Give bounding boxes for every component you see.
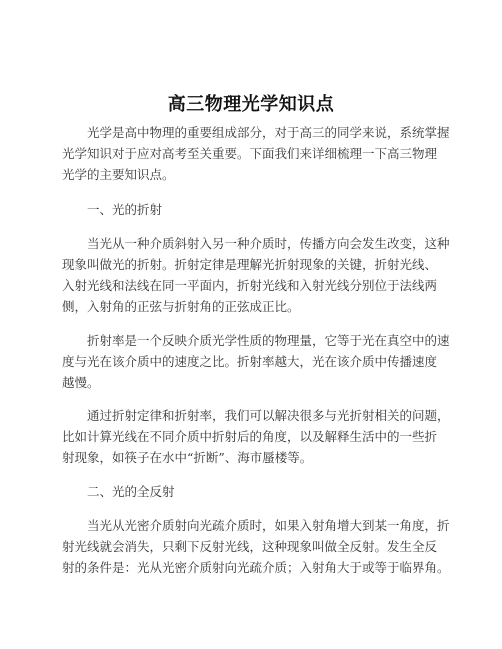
paragraph-line: 射的条件是：光从光密介质射向光疏介质；入射角大于或等于临界角。	[62, 560, 450, 575]
paragraph-line: 当光从一种介质斜射入另一种介质时，传播方向会发生改变，这种	[87, 236, 450, 251]
refraction-paragraph-2	[62, 330, 450, 393]
paragraph-line: 入射光线和法线在同一平面内，折射光线和入射光线分别位于法线两	[62, 278, 438, 293]
paragraph-line: 当光从光密介质射向光疏介质时，如果入射角增大到某一角度，折	[87, 518, 450, 533]
paragraph-line: 通过折射定律和折射率，我们可以解决很多与光折射相关的问题，	[87, 408, 450, 423]
paragraph-line: 越慢。	[62, 375, 100, 390]
total-reflection-paragraph-1	[62, 515, 450, 578]
paragraph-line: 光学的主要知识点。	[62, 167, 175, 182]
document-title: 高三物理光学知识点	[167, 94, 335, 115]
paragraph-line: 比如计算光线在不同介质中折射后的角度，以及解释生活中的一些折	[62, 429, 438, 444]
refraction-paragraph-1	[62, 233, 450, 317]
intro-paragraph	[62, 122, 450, 185]
paragraph-line: 光学知识对于应对高考至关重要。下面我们来详细梳理一下高三物理	[62, 146, 438, 161]
section-heading-refraction: 一、光的折射	[87, 202, 163, 217]
paragraph-line: 现象叫做光的折射。折射定律是理解光折射现象的关键，折射光线、	[62, 257, 438, 272]
paragraph-line: 度与光在该介质中的速度之比。折射率越大，光在该介质中传播速度	[62, 354, 438, 369]
paragraph-line: 光学是高中物理的重要组成部分，对于高三的同学来说，系统掌握	[87, 125, 450, 140]
paragraph-line: 折射率是一个反映介质光学性质的物理量，它等于光在真空中的速	[87, 333, 450, 348]
paragraph-line: 射光线就会消失，只剩下反射光线，这种现象叫做全反射。发生全反	[62, 539, 438, 554]
refraction-paragraph-3	[62, 405, 450, 468]
section-heading-total-reflection: 二、光的全反射	[87, 484, 175, 499]
paragraph-line: 射现象，如筷子在水中“折断”、海市蜃楼等。	[62, 450, 313, 465]
paragraph-line: 侧，入射角的正弦与折射角的正弦成正比。	[62, 299, 300, 314]
